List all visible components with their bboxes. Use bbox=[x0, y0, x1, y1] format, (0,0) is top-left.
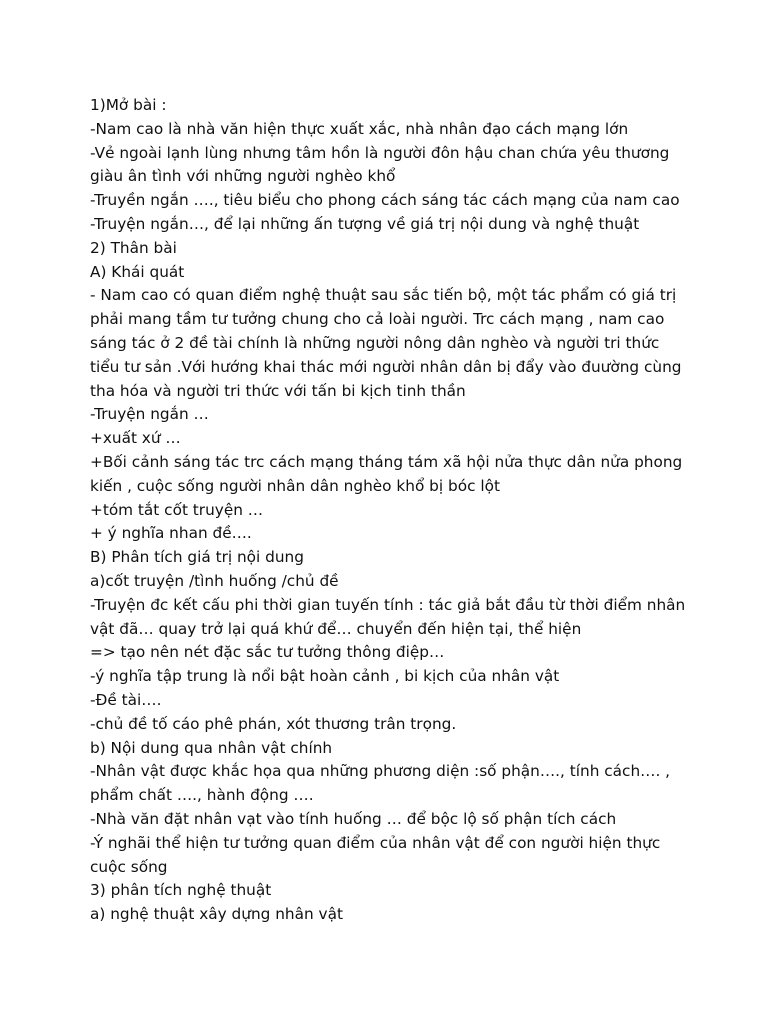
text-paragraph: -Nhân vật được khắc họa qua những phương diện :số phận…., tính cách…. , phẩm chất …., hành động …. bbox=[90, 762, 671, 805]
text-paragraph: +Bối cảnh sáng tác trc cách mạng tháng tám xã hội nửa thực dân nửa phong kiến , cuộc sống người nhân dân nghèo khổ bị bóc lột bbox=[90, 452, 683, 495]
text-paragraph: -Ý nghãi thể hiện tư tưởng quan điểm của nhân vật để con người hiện thực cuộc sống bbox=[90, 833, 661, 876]
heading-phan-tich-nghe-thuat: 3) phân tích nghệ thuật bbox=[90, 881, 272, 900]
subheading-xay-dung-nhan-vat: a) nghệ thuật xây dựng nhân vật bbox=[90, 905, 343, 924]
text-line: -Nhà văn đặt nhân vạt vào tính huống … để bộc lộ số phận tích cách bbox=[90, 809, 617, 828]
heading-than-bai: 2) Thân bài bbox=[90, 238, 177, 257]
text-line: +tóm tắt cốt truyện … bbox=[90, 500, 264, 519]
text-line: -Nam cao là nhà văn hiện thực xuất xắc, nhà nhân đạo cách mạng lớn bbox=[90, 119, 629, 138]
text-paragraph: -Truyện đc kết cấu phi thời gian tuyến tính : tác giả bắt đầu từ thời điểm nhân vật đã… quay trở lại quá khứ để… chuyển đến hiện tại, thể hiện bbox=[90, 595, 686, 638]
text-paragraph: - Nam cao có quan điểm nghệ thuật sau sắc tiến bộ, một tác phẩm có giá trị phải mang tầm tư tưởng chung cho cả loài người. Trc cách mạng , nam cao sáng tác ở 2 đề tài chính là những người nông dân nghèo và người tri thức tiểu tư sản .Với hướng khai thác mới người nhân dân bị đẩy vào đuường cùng tha hóa và người tri thức với tấn bi kịch tinh thần bbox=[90, 286, 682, 400]
text-line: -Đề tài…. bbox=[90, 690, 162, 709]
text-line: -chủ đề tố cáo phê phán, xót thương trân trọng. bbox=[90, 714, 457, 733]
text-line: => tạo nên nét đặc sắc tư tưởng thông điệp… bbox=[90, 643, 445, 662]
text-line: -Truyền ngắn …., tiêu biểu cho phong cách sáng tác cách mạng của nam cao bbox=[90, 191, 680, 210]
document-body bbox=[90, 94, 690, 927]
subheading-khai-quat: A) Khái quát bbox=[90, 262, 185, 281]
subheading-noi-dung-nhan-vat: b) Nội dung qua nhân vật chính bbox=[90, 738, 333, 757]
text-line: -Truyện ngắn … bbox=[90, 405, 209, 424]
text-line: -Truyện ngắn…, để lại những ấn tượng về giá trị nội dung và nghệ thuật bbox=[90, 214, 640, 233]
text-line: -ý nghĩa tập trung là nổi bật hoàn cảnh , bi kịch của nhân vật bbox=[90, 667, 560, 686]
text-line: -Vẻ ngoài lạnh lùng nhưng tâm hồn là người đôn hậu chan chứa yêu thương giàu ân tình với những người nghèo khổ bbox=[90, 143, 670, 186]
text-line: +xuất xứ … bbox=[90, 429, 181, 448]
subheading-phan-tich-noi-dung: B) Phân tích giá trị nội dung bbox=[90, 548, 304, 567]
subheading-cot-truyen: a)cốt truyện /tình huống /chủ đề bbox=[90, 571, 339, 590]
heading-mo-bai: 1)Mở bài : bbox=[90, 96, 167, 114]
text-line: + ý nghĩa nhan đề…. bbox=[90, 524, 252, 543]
